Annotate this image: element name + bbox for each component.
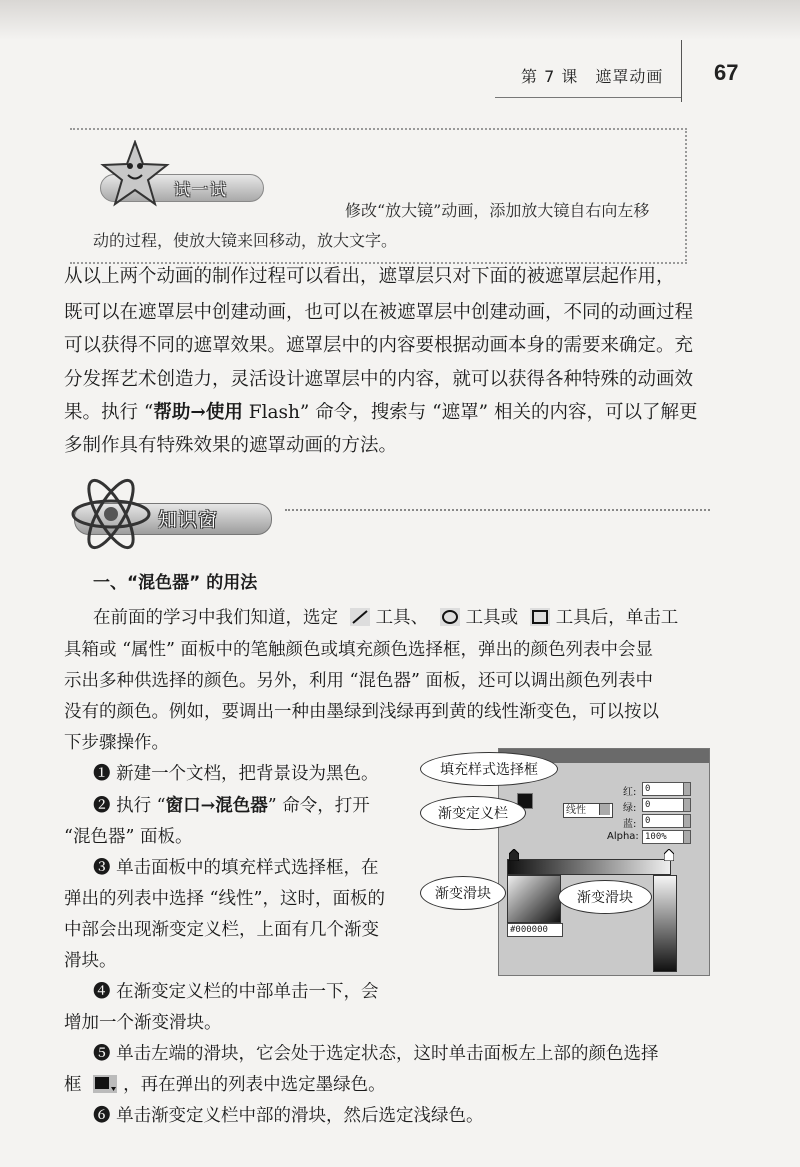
dotted-divider <box>285 509 710 511</box>
green-field[interactable]: 0 <box>642 798 684 812</box>
body-line: 没有的颜色。例如，要调出一种由墨绿到浅绿再到黄的线性渐变色，可以按以 <box>64 702 659 722</box>
green-spinner[interactable] <box>683 798 691 812</box>
gradient-slider-right[interactable] <box>664 849 674 861</box>
step-6: ❻ 单击渐变定义栏中部的滑块，然后选定浅绿色。 <box>93 1106 484 1126</box>
alpha-spinner[interactable] <box>683 830 691 844</box>
alpha-field[interactable]: 100% <box>642 830 684 844</box>
step-1: ❶ 新建一个文档，把背景设为黑色。 <box>93 764 379 784</box>
body-line: 示出多种供选择的颜色。另外，利用 “混色器” 面板，还可以调出颜色列表中 <box>64 671 654 691</box>
line-tool-icon <box>350 608 370 626</box>
body-line <box>93 604 678 629</box>
section-heading: 一、“混色器” 的用法 <box>93 573 258 593</box>
header-divider <box>681 40 682 102</box>
paragraph-line <box>64 398 697 424</box>
paragraph-line: 既可以在遮罩层中创建动画，也可以在被遮罩层中创建动画，不同的动画过程 <box>64 302 694 323</box>
body-line: 弹出的列表中选择 “线性”，这时，面板的 <box>64 889 385 909</box>
body-line: 具箱或 “属性” 面板中的笔触颜色或填充颜色选择框，弹出的颜色列表中会显 <box>64 640 654 660</box>
body-text: ” 命令，打开 <box>267 796 370 816</box>
paragraph-line: 可以获得不同的遮罩效果。遮罩层中的内容要根据动画本身的需要来确定。充 <box>64 335 694 356</box>
body-text: 在前面的学习中我们知道，选定 <box>93 608 338 628</box>
atom-icon <box>70 478 152 550</box>
callout-fill-style: 填充样式选择框 <box>420 752 558 786</box>
body-line: 滑块。 <box>64 951 117 971</box>
oval-tool-icon <box>440 608 460 626</box>
knowledge-title: 知识窗 <box>158 509 219 531</box>
body-line <box>64 1071 386 1096</box>
paragraph-line: 从以上两个动画的制作过程可以看出，遮罩层只对下面的被遮罩层起作用， <box>64 266 675 287</box>
body-text: 工具后，单击工 <box>555 608 679 628</box>
blue-spinner[interactable] <box>683 814 691 828</box>
color-swatch-icon <box>93 1075 117 1093</box>
red-field[interactable]: 0 <box>642 782 684 796</box>
rectangle-tool-icon <box>530 608 550 626</box>
body-text: 工具、 <box>375 608 429 628</box>
callout-gradient-bar: 渐变定义栏 <box>420 796 526 830</box>
body-text: 框 <box>64 1075 82 1095</box>
gradient-slider-left[interactable] <box>509 849 519 861</box>
paragraph-line: 分发挥艺术创造力，灵活设计遮罩层中的内容，就可以获得各种特殊的动画效 <box>64 369 694 390</box>
menu-path-text: 窗口→混色器 <box>165 796 268 816</box>
step-5: ❺ 单击左端的滑块，它会处于选定状态，这时单击面板左上部的颜色选择 <box>93 1044 659 1064</box>
body-text: ❷ 执行 “ <box>93 796 166 816</box>
blue-field[interactable]: 0 <box>642 814 684 828</box>
body-line: “混色器” 面板。 <box>64 827 193 847</box>
header-underline <box>495 97 681 98</box>
body-line: 中部会出现渐变定义栏，上面有几个渐变 <box>64 920 379 940</box>
step-3: ❸ 单击面板中的填充样式选择框，在 <box>93 858 379 878</box>
gradient-definition-bar[interactable] <box>507 859 671 875</box>
green-label: 绿: <box>623 803 637 814</box>
alpha-label: Alpha: <box>607 831 639 842</box>
callout-gradient-slider: 渐变滑块 <box>558 880 652 914</box>
step-4: ❹ 在渐变定义栏的中部单击一下，会 <box>93 982 379 1002</box>
gradient-preview <box>507 875 561 923</box>
chevron-down-icon[interactable] <box>599 804 610 815</box>
paragraph-text: 果。执行 “ <box>64 402 154 423</box>
step-2 <box>93 792 370 817</box>
header-lesson-title: 第 7 课 遮罩动画 <box>521 67 664 86</box>
blue-label: 蓝: <box>623 819 637 830</box>
try-it-title: 试一试 <box>174 180 229 199</box>
body-text: 工具或 <box>465 608 519 628</box>
try-it-text-line: 修改“放大镜”动画，添加放大镜自右向左移 <box>345 201 650 220</box>
body-text: ，再在弹出的列表中选定墨绿色。 <box>123 1075 386 1095</box>
red-label: 红: <box>623 787 637 798</box>
try-it-text-line: 动的过程，使放大镜来回移动，放大文字。 <box>93 231 398 250</box>
menu-path-text: 帮助→使用 <box>153 402 243 423</box>
body-line: 下步骤操作。 <box>64 733 169 753</box>
hex-color-field[interactable]: #000000 <box>507 923 563 937</box>
callout-gradient-slider: 渐变滑块 <box>420 876 506 910</box>
fill-style-select[interactable]: 线性 <box>563 803 613 818</box>
brightness-spectrum[interactable] <box>653 875 677 972</box>
paragraph-text: Flash” 命令，搜索与 “遮罩” 相关的内容，可以了解更 <box>242 402 698 423</box>
page-number: 67 <box>714 60 739 85</box>
scan-top-shading <box>0 0 800 40</box>
paragraph-line: 多制作具有特殊效果的遮罩动画的方法。 <box>64 435 398 456</box>
body-line: 增加一个渐变滑块。 <box>64 1013 222 1033</box>
red-spinner[interactable] <box>683 782 691 796</box>
star-mascot-icon <box>100 140 170 210</box>
